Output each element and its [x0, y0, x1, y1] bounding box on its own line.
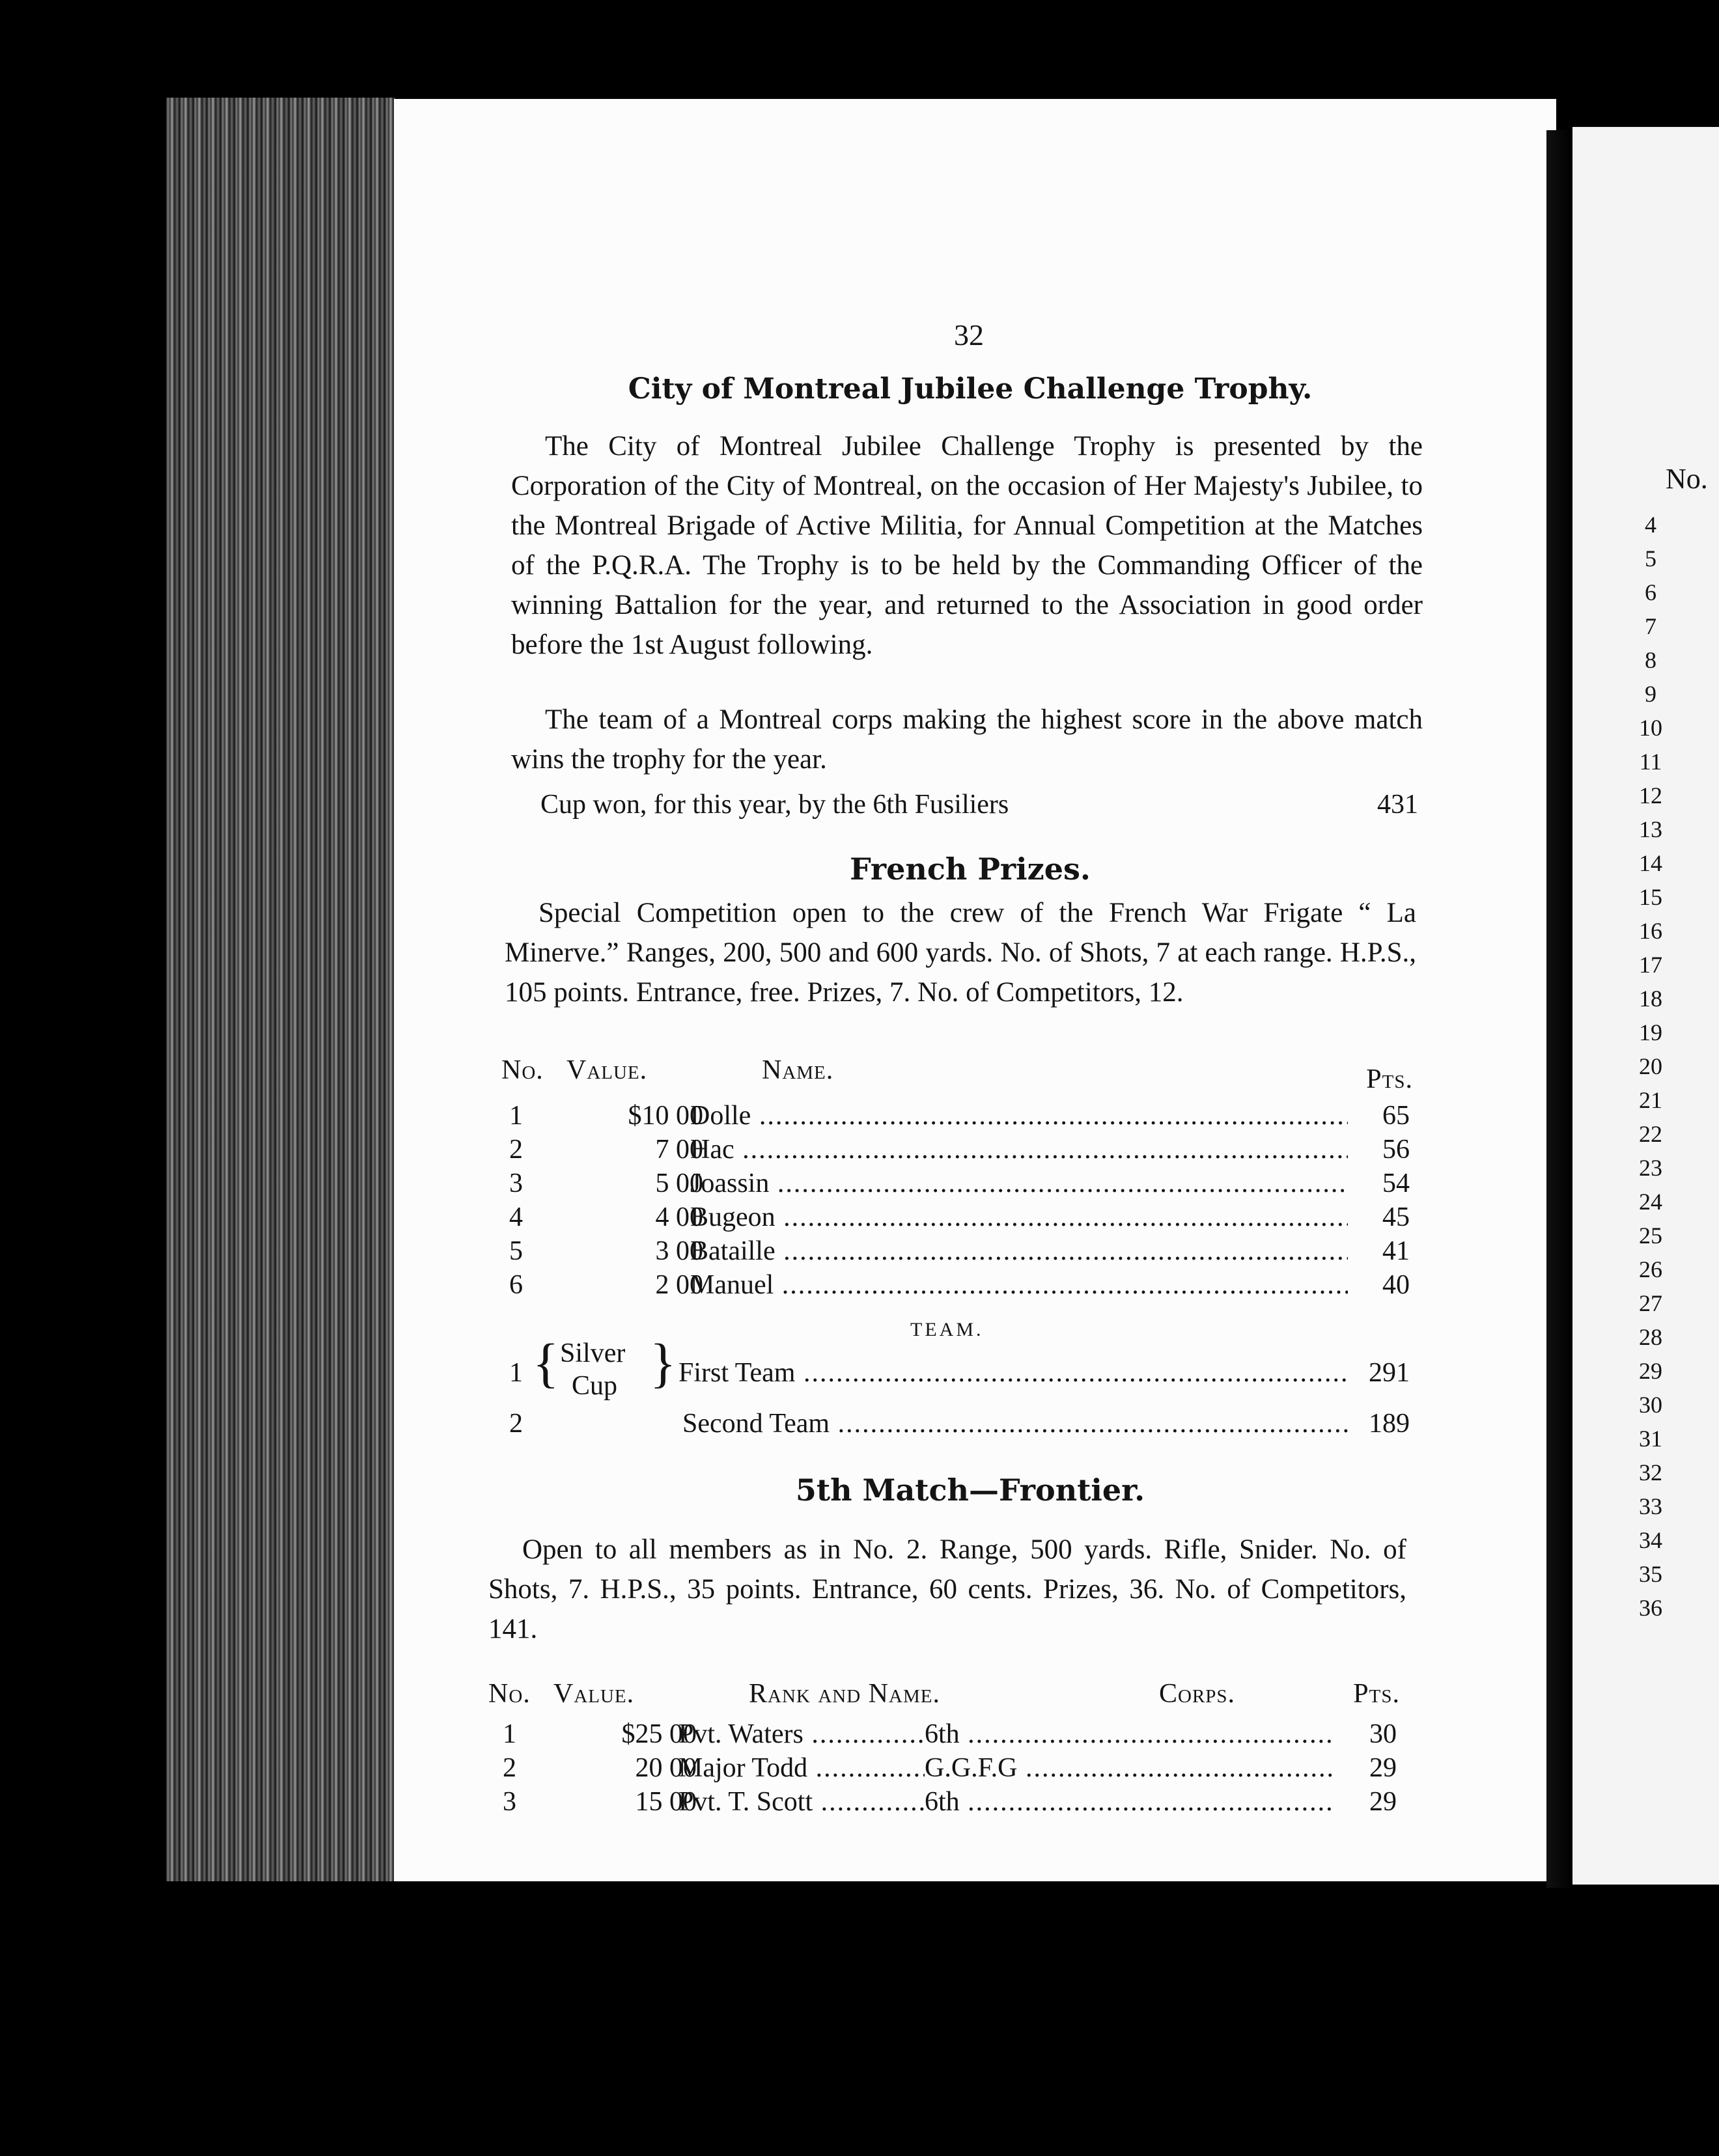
facing-page-number: 23 — [1639, 1155, 1662, 1181]
facing-page-number: 5 — [1645, 546, 1656, 572]
facing-page-number: 17 — [1639, 952, 1662, 978]
facing-page-number: 10 — [1639, 715, 1662, 741]
facing-page-number: 25 — [1639, 1223, 1662, 1249]
header-name: Name. — [762, 1055, 834, 1085]
row-no: 1 — [503, 1719, 516, 1749]
row-no: 4 — [509, 1202, 523, 1232]
row-pts: 65 — [1382, 1101, 1410, 1131]
row-no: 2 — [509, 1135, 523, 1165]
facing-page-header: No. — [1666, 463, 1708, 495]
facing-page-number: 33 — [1639, 1493, 1662, 1519]
facing-page-number: 34 — [1639, 1527, 1662, 1553]
facing-page-number: 6 — [1645, 579, 1656, 605]
frontier-heading: 5th Match—Frontier. — [795, 1472, 1145, 1508]
facing-page-number: 14 — [1639, 850, 1662, 876]
row-no: 5 — [509, 1236, 523, 1266]
row-pts: 40 — [1382, 1270, 1410, 1300]
row-name: Bataille — [690, 1236, 776, 1266]
row-pts: 56 — [1382, 1135, 1410, 1165]
french-prizes-description: Special Competition open to the crew of the French War Frigate “ La Minerve.” Ranges, 200, 500 and 600 yards. No. of Shots, 7 at each range. H.P.S., 105 points. Entrance, free. Prizes, 7. No. of Competitors, 12. — [505, 898, 1416, 1008]
header-value: Value. — [553, 1679, 635, 1709]
row-name: Pvt. T. Scott — [678, 1787, 813, 1817]
facing-page-number: 28 — [1639, 1324, 1662, 1350]
row-no: 6 — [509, 1270, 523, 1300]
facing-page-number: 7 — [1645, 613, 1656, 639]
facing-page-number: 27 — [1639, 1290, 1662, 1316]
row-value: 5 00 — [655, 1168, 703, 1198]
row-name: Joassin — [690, 1168, 770, 1198]
row-name: Hac — [690, 1135, 734, 1165]
table-row — [501, 1134, 1426, 1168]
facing-page-number: 21 — [1639, 1087, 1662, 1113]
header-pts: Pts. — [1366, 1064, 1413, 1094]
team-pts: 189 — [1369, 1409, 1410, 1439]
facing-page-number: 26 — [1639, 1256, 1662, 1282]
team-label: TEAM. — [910, 1319, 984, 1340]
cup-label: Cup — [572, 1371, 618, 1401]
row-name: Manuel — [690, 1270, 774, 1300]
facing-page-number: 32 — [1639, 1459, 1662, 1486]
facing-page-number: 9 — [1645, 681, 1656, 707]
facing-page-number: 29 — [1639, 1358, 1662, 1384]
row-corps: G.G.F.G — [925, 1753, 1018, 1783]
row-name: Pvt. Waters — [678, 1719, 804, 1749]
silver-label: Silver — [560, 1338, 626, 1368]
table-row — [501, 1269, 1426, 1303]
row-pts: 45 — [1382, 1202, 1410, 1232]
row-no: 1 — [509, 1101, 523, 1131]
facing-page-number: 20 — [1639, 1053, 1662, 1079]
cup-winner-text: Cup won, for this year, by the 6th Fusiliers — [540, 790, 1009, 820]
trophy-rule: The team of a Montreal corps making the highest score in the above match wins the trophy for the year. — [511, 704, 1423, 775]
row-pts: 41 — [1382, 1236, 1410, 1266]
table-row — [501, 1408, 1426, 1442]
table-header — [501, 1055, 1426, 1094]
facing-page-number: 16 — [1639, 918, 1662, 944]
row-name: Bugeon — [690, 1202, 776, 1232]
row-value: 15 00 — [635, 1787, 697, 1817]
row-corps: 6th — [925, 1787, 960, 1817]
book-gutter — [1546, 130, 1572, 1888]
french-prizes-heading: French Prizes. — [850, 851, 1091, 887]
row-no: 3 — [503, 1787, 516, 1817]
row-name: Major Todd — [678, 1753, 808, 1783]
row-value: 4 00 — [655, 1202, 703, 1232]
trophy-description: The City of Montreal Jubilee Challenge Trophy is presented by the Corporation of the City of Montreal, on the occasion of Her Majesty's Jubilee, to the Montreal Brigade of Active Militia, for Annual Competition at the Matches of the P.Q.R.A. The Trophy is to be held by the Commanding Officer of the winning Battalion for the year, and returned to the Association in good order before the 1st August following. — [511, 431, 1423, 660]
table-row — [488, 1719, 1413, 1752]
table-row — [501, 1236, 1426, 1269]
row-value: $10 00 — [628, 1101, 703, 1131]
facing-page-number: 12 — [1639, 782, 1662, 808]
frontier-description: Open to all members as in No. 2. Range, 500 yards. Rifle, Snider. No. of Shots, 7. H.P.S., 35 points. Entrance, 60 cents. Prizes, 36. No. of Competitors, 141. — [488, 1534, 1406, 1644]
row-pts: 29 — [1369, 1753, 1397, 1783]
header-value: Value. — [566, 1055, 648, 1085]
row-no: 3 — [509, 1168, 523, 1198]
trophy-heading: City of Montreal Jubilee Challenge Trophy. — [628, 372, 1313, 406]
table-header — [488, 1678, 1413, 1712]
row-value: 7 00 — [655, 1135, 703, 1165]
row-pts: 30 — [1369, 1719, 1397, 1749]
row-no: 2 — [503, 1753, 516, 1783]
facing-page-number: 19 — [1639, 1019, 1662, 1045]
row-value: 3 00 — [655, 1236, 703, 1266]
header-rank-name: Rank and Name. — [749, 1679, 940, 1709]
facing-page-number: 8 — [1645, 647, 1656, 673]
cup-winner-line — [540, 789, 1419, 828]
right-brace: } — [650, 1333, 677, 1394]
table-row — [501, 1357, 1426, 1391]
team-name: Second Team — [682, 1409, 830, 1439]
team-name: First Team — [678, 1358, 796, 1388]
team-table — [501, 1333, 1426, 1455]
row-pts: 29 — [1369, 1787, 1397, 1817]
cup-score: 431 — [1377, 790, 1418, 820]
team-pts: 291 — [1369, 1358, 1410, 1388]
left-brace: { — [533, 1333, 559, 1394]
facing-page-number: 4 — [1645, 512, 1656, 538]
header-no: No. — [501, 1055, 544, 1085]
header-pts: Pts. — [1353, 1679, 1400, 1709]
row-pts: 54 — [1382, 1168, 1410, 1198]
table-row — [488, 1786, 1413, 1820]
book-page-edges — [166, 98, 395, 1881]
table-row — [501, 1202, 1426, 1236]
french-prizes-table — [501, 1055, 1426, 1302]
row-name: Dolle — [690, 1101, 751, 1131]
table-row — [488, 1752, 1413, 1786]
facing-page-number: 18 — [1639, 986, 1662, 1012]
row-value: 20 00 — [635, 1753, 697, 1783]
table-row — [501, 1100, 1426, 1134]
team-row-no: 2 — [509, 1409, 523, 1439]
facing-page-number: 22 — [1639, 1121, 1662, 1147]
frontier-table — [488, 1678, 1413, 1834]
facing-page-number: 35 — [1639, 1561, 1662, 1587]
facing-page-number: 36 — [1639, 1595, 1662, 1621]
table-row — [501, 1168, 1426, 1202]
page-number: 32 — [954, 318, 984, 352]
row-corps: 6th — [925, 1719, 960, 1749]
facing-page-number: 15 — [1639, 884, 1662, 910]
facing-page-number: 11 — [1639, 749, 1662, 775]
header-no: No. — [488, 1679, 531, 1709]
facing-page-number: 13 — [1639, 816, 1662, 842]
team-row-no: 1 — [509, 1358, 523, 1388]
row-value: $25 00 — [621, 1719, 697, 1749]
facing-page-number: 30 — [1639, 1392, 1662, 1418]
facing-page-number: 24 — [1639, 1189, 1662, 1215]
header-corps: Corps. — [1159, 1679, 1236, 1709]
row-value: 2 00 — [655, 1270, 703, 1300]
facing-page-number: 31 — [1639, 1426, 1662, 1452]
